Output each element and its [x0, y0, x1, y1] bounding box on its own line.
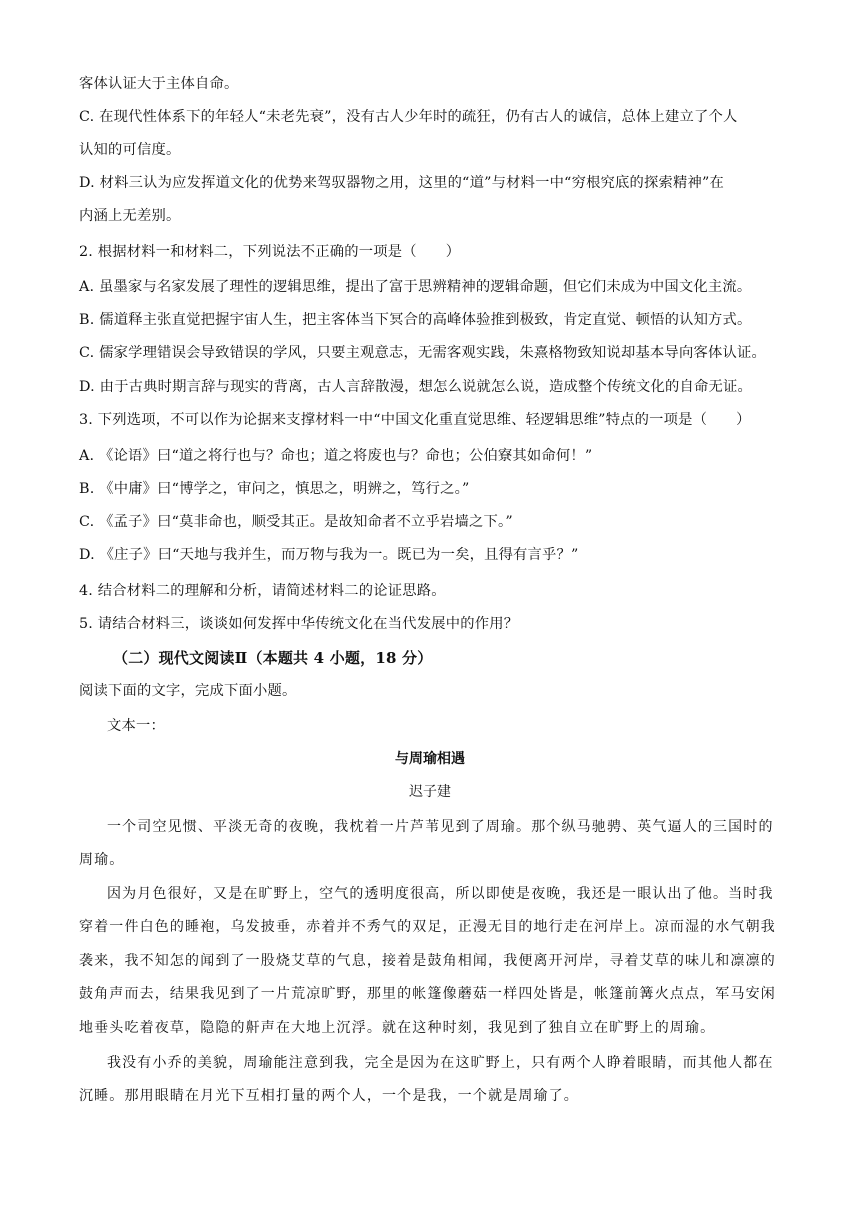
q3-option-d: D. 《庄子》曰“天地与我并生，而万物与我为一。既已为一矣，且得有言乎？” [79, 547, 579, 563]
q2-option-c: C. 儒家学理错误会导致错误的学风，只要主观意志，无需客观实践，朱熹格物致知说却基本导向客体认证。 [79, 345, 766, 361]
text-label: 文本一： [107, 718, 165, 734]
q2-option-a: A. 虽墨家与名家发展了理性的逻辑思维，提出了富于思辨精神的逻辑命题，但它们未成为中国文化主流。 [79, 279, 752, 295]
q3-option-a: A. 《论语》曰“道之将行也与？命也；道之将废也与？命也；公伯寮其如命何！” [79, 448, 593, 464]
option-d-line-1: D. 材料三认为应发挥道文化的优势来驾驭器物之用，这里的“道”与材料一中“穷根究底的探索精神”在 [79, 175, 725, 191]
story-line: 周瑜。 [79, 852, 125, 868]
option-c-line-2: 认知的可信度。 [79, 142, 181, 158]
q2-option-d: D. 由于古典时期言辞与现实的背离，古人言辞散漫，想怎么说就怎么说，造成整个传统文化的自命无证。 [79, 379, 752, 395]
story-author: 迟子建 [409, 784, 451, 800]
story-title: 与周瑜相遇 [395, 751, 465, 767]
paragraph-line: 客体认证大于主体自命。 [79, 76, 239, 92]
story-line: 因为月色很好，又是在旷野上，空气的透明度很高，所以即使是夜晚，我还是一眼认出了他。当时我 [107, 886, 774, 902]
option-d-line-2: 内涵上无差别。 [79, 208, 181, 224]
q3-option-c: C. 《孟子》曰“莫非命也，顺受其正。是故知命者不立乎岩墙之下。” [79, 514, 513, 530]
story-line: 鼓角声而去，结果我见到了一片荒凉旷野，那里的帐篷像蘑菇一样四处皆是，帐篷前篝火点点，军马安闲 [79, 986, 776, 1002]
story-line: 袭来，我不知怎的闻到了一股烧艾草的气息，接着是鼓角相闻，我便离开河岸，寻着艾草的味儿和凛凛的 [79, 953, 776, 969]
section-heading: （二）现代文阅读Ⅱ（本题共 4 小题，18 分） [113, 649, 433, 667]
option-c-line-1: C. 在现代性体系下的年轻人“未老先衰”，没有古人少年时的疏狂，仍有古人的诚信，总体上建立了个人 [79, 109, 738, 125]
question-3: 3. 下列选项，不可以作为论据来支撑材料一中“中国文化重直觉思维、轻逻辑思维”特点的一项是（ ） [79, 412, 751, 428]
story-line: 穿着一件白色的睡袍，乌发披垂，赤着并不秀气的双足，正漫无目的地行走在河岸上。凉而湿的水气朝我 [79, 919, 776, 935]
instruction: 阅读下面的文字，完成下面小题。 [79, 683, 297, 699]
story-line: 地垂头吃着夜草，隐隐的鼾声在大地上沉浮。就在这种时刻，我见到了独自立在旷野上的周瑜。 [79, 1020, 716, 1036]
story-line: 沉睡。那用眼睛在月光下互相打量的两个人，一个是我，一个就是周瑜了。 [79, 1088, 579, 1104]
question-5: 5. 请结合材料三，谈谈如何发挥中华传统文化在当代发展中的作用？ [79, 616, 519, 632]
question-4: 4. 结合材料二的理解和分析，请简述材料二的论证思路。 [79, 583, 446, 599]
story-line: 我没有小乔的美貌，周瑜能注意到我，完全是因为在这旷野上，只有两个人睁着眼睛，而其他人都在 [107, 1055, 774, 1071]
question-2: 2. 根据材料一和材料二，下列说法不正确的一项是（ ） [79, 244, 461, 260]
story-line: 一个司空见惯、平淡无奇的夜晚，我枕着一片芦苇见到了周瑜。那个纵马驰骋、英气逼人的三国时的 [107, 819, 774, 835]
q3-option-b: B. 《中庸》曰“博学之，审问之，慎思之，明辨之，笃行之。” [79, 481, 470, 497]
q2-option-b: B. 儒道释主张直觉把握宇宙人生，把主客体当下冥合的高峰体验推到极致，肯定直觉、顿悟的认知方式。 [79, 312, 752, 328]
